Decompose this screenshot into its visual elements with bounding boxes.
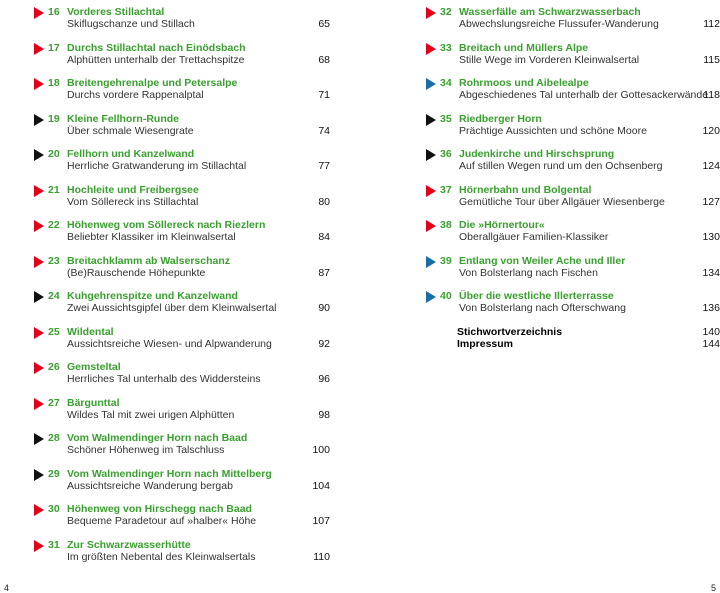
entry-subtitle: Skiflugschanze und Stillach <box>67 18 195 30</box>
entry-title: Hörnerbahn und Bolgental <box>459 183 592 196</box>
difficulty-marker-icon <box>34 291 44 303</box>
entry-title: Wildental <box>67 325 114 338</box>
difficulty-marker-icon <box>426 78 436 90</box>
entry-title: Breitengehrenalpe und Petersalpe <box>67 77 238 89</box>
entry-number: 40 <box>440 290 452 302</box>
entry-subtitle: Über schmale Wiesengrate <box>67 124 194 137</box>
toc-entry[interactable] <box>34 38 330 74</box>
toc-entry[interactable] <box>426 2 720 38</box>
toc-entry[interactable] <box>34 535 330 571</box>
difficulty-marker-icon <box>34 78 44 90</box>
toc-entry[interactable] <box>426 180 720 216</box>
entry-number: 32 <box>440 6 452 18</box>
entry-subtitle: Alphütten unterhalb der Trettachspitze <box>67 53 245 66</box>
entry-page: 65 <box>318 18 330 30</box>
toc-entry[interactable] <box>34 73 330 109</box>
entry-subtitle: Auf stillen Wegen rund um den Ochsenberg <box>459 160 663 172</box>
toc-entry[interactable] <box>426 109 720 145</box>
entry-number: 28 <box>48 432 60 444</box>
entry-number: 33 <box>440 41 452 54</box>
entry-subtitle: Im größten Nebental des Kleinwalsertals <box>67 550 256 563</box>
entry-title: Höhenweg vom Söllereck nach Riezlern <box>67 219 266 231</box>
entry-title: Hochleite und Freibergsee <box>67 183 199 196</box>
toc-entry[interactable] <box>34 144 330 180</box>
entry-subtitle: Schöner Höhenweg im Talschluss <box>67 444 225 456</box>
extra-title: Stichwortverzeichnis <box>457 325 563 338</box>
difficulty-marker-icon <box>34 327 44 339</box>
entry-title: Vom Walmendinger Horn nach Baad <box>67 432 248 444</box>
entry-page: 134 <box>702 266 720 279</box>
difficulty-marker-icon <box>426 114 436 126</box>
entry-title: Wasserfälle am Schwarzwasserbach <box>459 6 641 18</box>
entry-title: Rohrmoos und Aibelealpe <box>459 77 589 89</box>
entry-title: Vom Walmendinger Horn nach Mittelberg <box>67 467 272 480</box>
entry-number: 34 <box>440 77 452 89</box>
difficulty-marker-icon <box>426 291 436 303</box>
toc-entry[interactable] <box>34 109 330 145</box>
entry-page: 92 <box>318 337 330 350</box>
entry-page: 80 <box>318 195 330 208</box>
entry-page: 71 <box>318 89 330 101</box>
entry-number: 30 <box>48 503 60 515</box>
toc-entry[interactable] <box>34 322 330 358</box>
entry-page: 130 <box>702 231 720 243</box>
entry-title: Fellhorn und Kanzelwand <box>67 148 195 160</box>
entry-title: Durchs Stillachtal nach Einödsbach <box>67 41 246 54</box>
difficulty-marker-icon <box>34 185 44 197</box>
difficulty-marker-icon <box>34 43 44 55</box>
entry-title: Vorderes Stillachtal <box>67 6 165 18</box>
entry-title: Zur Schwarzwasserhütte <box>67 538 191 551</box>
entry-subtitle: Beliebter Klassiker im Kleinwalsertal <box>67 231 236 243</box>
toc-right-column <box>426 2 720 350</box>
entry-title: Die »Hörnertour« <box>459 219 545 231</box>
toc-entry[interactable] <box>34 499 330 535</box>
entry-number: 20 <box>48 148 60 160</box>
entry-page: 68 <box>318 53 330 66</box>
entry-subtitle: Vom Söllereck ins Stillachtal <box>67 195 199 208</box>
entry-title: Über die westliche Illerterrasse <box>459 290 614 302</box>
difficulty-marker-icon <box>426 220 436 232</box>
extra-title: Impressum <box>457 337 514 350</box>
difficulty-marker-icon <box>34 540 44 552</box>
entry-page: 115 <box>703 53 720 66</box>
toc-left-column <box>34 2 330 570</box>
entry-page: 136 <box>702 302 720 314</box>
difficulty-marker-icon <box>34 7 44 19</box>
entry-number: 23 <box>48 254 60 267</box>
entry-number: 26 <box>48 361 60 373</box>
entry-number: 16 <box>48 6 60 18</box>
difficulty-marker-icon <box>34 398 44 410</box>
difficulty-marker-icon <box>426 149 436 161</box>
entry-page: 77 <box>318 160 330 172</box>
entry-page: 118 <box>703 89 720 101</box>
entry-subtitle: Abgeschiedenes Tal unterhalb der Gottesackerwände <box>459 89 709 101</box>
difficulty-marker-icon <box>426 43 436 55</box>
page-number-right: 5 <box>710 583 716 593</box>
entry-number: 38 <box>440 219 452 231</box>
toc-entry[interactable] <box>34 357 330 393</box>
entry-page: 98 <box>318 408 330 421</box>
entry-page: 107 <box>312 515 330 527</box>
entry-number: 24 <box>48 290 60 302</box>
entry-title: Riedberger Horn <box>459 112 542 125</box>
entry-title: Breitach und Müllers Alpe <box>459 41 589 54</box>
extra-page: 144 <box>702 337 720 350</box>
entry-title: Breitachklamm ab Walserschanz <box>67 254 231 267</box>
entry-number: 37 <box>440 183 452 196</box>
entry-number: 19 <box>48 112 60 125</box>
entry-subtitle: Von Bolsterlang nach Ofterschwang <box>459 302 626 314</box>
difficulty-marker-icon <box>426 185 436 197</box>
entry-page: 90 <box>318 302 330 314</box>
toc-entry[interactable] <box>34 251 330 287</box>
entry-subtitle: Zwei Aussichtsgipfel über dem Kleinwalsertal <box>67 302 277 314</box>
entry-subtitle: Aussichtsreiche Wanderung bergab <box>67 479 233 492</box>
entry-number: 22 <box>48 219 60 231</box>
entry-page: 74 <box>318 124 330 137</box>
entry-number: 25 <box>48 325 60 338</box>
entry-title: Kleine Fellhorn-Runde <box>67 112 180 125</box>
difficulty-marker-icon <box>34 504 44 516</box>
entry-subtitle: Herrliches Tal unterhalb des Widdersteins <box>67 373 261 385</box>
entry-page: 124 <box>702 160 720 172</box>
difficulty-marker-icon <box>426 256 436 268</box>
entry-number: 21 <box>48 183 60 196</box>
toc-entry[interactable] <box>426 251 720 287</box>
entry-subtitle: Oberallgäuer Familien-Klassiker <box>459 231 609 243</box>
entry-subtitle: Durchs vordere Rappenalptal <box>67 89 204 101</box>
difficulty-marker-icon <box>34 114 44 126</box>
entry-subtitle: Gemütliche Tour über Allgäuer Wiesenberge <box>459 195 665 208</box>
entry-page: 104 <box>312 479 330 492</box>
toc-entry[interactable] <box>426 215 720 251</box>
entry-page: 84 <box>318 231 330 243</box>
entry-page: 112 <box>703 18 720 30</box>
entry-subtitle: Aussichtsreiche Wiesen- und Alpwanderung <box>67 337 272 350</box>
entry-title: Bärgunttal <box>67 396 120 409</box>
difficulty-marker-icon <box>34 433 44 445</box>
toc-entry[interactable] <box>426 73 720 109</box>
toc-entry[interactable] <box>34 428 330 464</box>
entry-page: 100 <box>312 444 330 456</box>
entry-title: Gemsteltal <box>67 361 121 373</box>
entry-number: 35 <box>440 112 452 125</box>
toc-entry[interactable] <box>34 464 330 500</box>
entry-number: 39 <box>440 254 452 267</box>
toc-entry[interactable] <box>34 393 330 429</box>
entry-subtitle: Prächtige Aussichten und schöne Moore <box>459 124 647 137</box>
entry-subtitle: Von Bolsterlang nach Fischen <box>459 266 598 279</box>
extra-page: 140 <box>702 325 720 338</box>
toc-extra-entry[interactable] <box>426 326 720 338</box>
toc-entry[interactable] <box>426 144 720 180</box>
toc-entry[interactable] <box>426 38 720 74</box>
entry-title: Entlang von Weiler Ache und Iller <box>459 254 626 267</box>
entry-subtitle: Stille Wege im Vorderen Kleinwalsertal <box>459 53 640 66</box>
entry-number: 17 <box>48 41 60 54</box>
entry-title: Kuhgehrenspitze und Kanzelwand <box>67 290 238 302</box>
difficulty-marker-icon <box>426 7 436 19</box>
toc-entry[interactable] <box>34 180 330 216</box>
entry-page: 127 <box>702 195 720 208</box>
entry-subtitle: Bequeme Paradetour auf »halber« Höhe <box>67 515 257 527</box>
entry-number: 27 <box>48 396 60 409</box>
entry-number: 31 <box>48 538 60 551</box>
entry-subtitle: Herrliche Gratwanderung im Stillachtal <box>67 160 247 172</box>
difficulty-marker-icon <box>34 256 44 268</box>
toc-extra-entry[interactable] <box>426 338 720 350</box>
entry-page: 120 <box>702 124 720 137</box>
entry-number: 18 <box>48 77 60 89</box>
entry-page: 110 <box>313 550 330 563</box>
difficulty-marker-icon <box>34 469 44 481</box>
entry-title: Höhenweg von Hirschegg nach Baad <box>67 503 252 515</box>
entry-page: 87 <box>318 266 330 279</box>
entry-number: 36 <box>440 148 452 160</box>
entry-subtitle: (Be)Rauschende Höhepunkte <box>67 266 206 279</box>
toc-entry[interactable] <box>426 286 720 322</box>
page-number-left: 4 <box>4 583 10 593</box>
toc-entry[interactable] <box>34 286 330 322</box>
entry-title: Judenkirche und Hirschsprung <box>459 148 615 160</box>
entry-subtitle: Abwechslungsreiche Flussufer-Wanderung <box>459 18 659 30</box>
difficulty-marker-icon <box>34 149 44 161</box>
toc-entry[interactable] <box>34 215 330 251</box>
entry-page: 96 <box>318 373 330 385</box>
entry-number: 29 <box>48 467 60 480</box>
toc-entry[interactable] <box>34 2 330 38</box>
difficulty-marker-icon <box>34 362 44 374</box>
difficulty-marker-icon <box>34 220 44 232</box>
entry-subtitle: Wildes Tal mit zwei urigen Alphütten <box>67 408 235 421</box>
